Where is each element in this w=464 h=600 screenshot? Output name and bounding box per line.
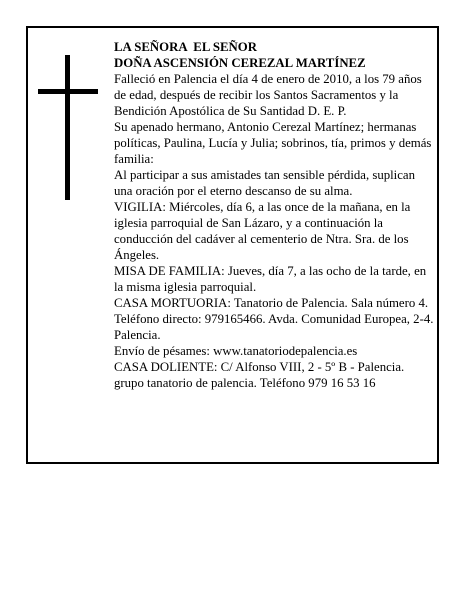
notice-text bbox=[114, 39, 434, 391]
deceased-name: DOÑA ASCENSIÓN CEREZAL MARTÍNEZ bbox=[114, 56, 366, 70]
prayer-request: Al participar a sus amistades tan sensible pérdida, suplican una oración por el eterno descanso de su alma. bbox=[114, 168, 415, 198]
cross-vertical-bar bbox=[65, 55, 70, 200]
vigil-info: VIGILIA: Miércoles, día 6, a las once de la mañana, en la iglesia parroquial de San Lázaro, y a continuación la conducción del cadáver al cementerio de Ntra. Sra. de los Ángeles. bbox=[114, 200, 411, 262]
funeral-home-info: CASA MORTUORIA: Tanatorio de Palencia. Sala número 4. Teléfono directo: 979165466. Avda. Comunidad Europea, 2-4. Palencia. bbox=[114, 296, 434, 342]
condolences-info: Envío de pésames: www.tanatoriodepalencia.es bbox=[114, 344, 358, 358]
obituary-notice bbox=[26, 26, 439, 464]
family-list: Su apenado hermano, Antonio Cerezal Martínez; hermanas políticas, Paulina, Lucía y Julia; sobrinos, tía, primos y demás familia: bbox=[114, 120, 432, 166]
heading-line-1: LA SEÑORA EL SEÑOR bbox=[114, 40, 257, 54]
mourning-house-info: CASA DOLIENTE: C/ Alfonso VIII, 2 - 5º B - Palencia. bbox=[114, 360, 405, 374]
family-mass-info: MISA DE FAMILIA: Jueves, día 7, a las ocho de la tarde, en la misma iglesia parroquial. bbox=[114, 264, 427, 294]
cross-icon bbox=[38, 55, 98, 200]
cross-horizontal-bar bbox=[38, 89, 98, 94]
death-announcement: Falleció en Palencia el día 4 de enero de 2010, a los 79 años de edad, después de recibir los Santos Sacramentos y la Bendición Apostólica de Su Santidad D. E. P. bbox=[114, 72, 422, 118]
funeral-group-contact: grupo tanatorio de palencia. Teléfono 979 16 53 16 bbox=[114, 376, 376, 390]
